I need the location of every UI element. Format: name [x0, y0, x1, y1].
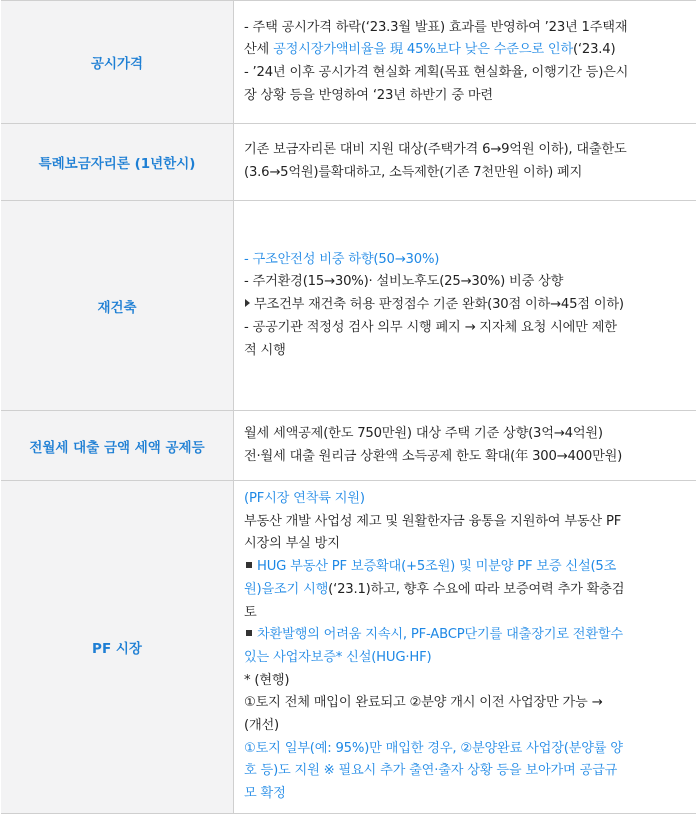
row-label-cell: [1, 201, 234, 411]
content-text: 전·월세 대출 원리금 상환액 소득공제 한도 확대(年 300→400만원): [244, 448, 623, 464]
content-text: (개선): [244, 718, 279, 734]
highlight-text: 있는 사업자보증* 신설(HUG·HF): [244, 649, 432, 665]
content-text: 산세: [244, 42, 274, 58]
content-text: - 주택 공시가격 하락(‘23.3월 발표) 효과를 반영하여 ’23년 1주택재: [244, 19, 628, 35]
content-line: [244, 647, 686, 670]
content-line: [244, 760, 686, 783]
content-text: 시장의 부실 방지: [244, 536, 340, 552]
row-content-cell: [234, 201, 697, 411]
highlight-text: 모 확정: [244, 786, 286, 802]
triangle-bullet-icon: [245, 299, 250, 307]
content-line: [244, 738, 686, 761]
row-label: PF 시장: [92, 640, 142, 657]
content-text: 월세 세액공제(한도 750만원) 대상 주택 기준 상향(3억→4억원): [244, 425, 603, 441]
content-line: [244, 62, 686, 85]
square-bullet-icon: [246, 630, 252, 636]
content-text: 기존 보금자리론 대비 지원 대상(주택가격 6→9억원 이하), 대출한도: [244, 142, 627, 158]
row-label: 공시가격: [90, 56, 144, 72]
content-line: [244, 488, 686, 511]
row-content-cell: [234, 124, 697, 201]
content-text: 무조건부 재건축 허용 판정점수 기준 완화(30점 이하→45점 이하): [254, 297, 624, 313]
content-line: [244, 624, 686, 647]
content-line: [244, 317, 686, 340]
highlight-text: HUG 부동산 PF 보증확대(+5조원) 및 미분양 PF 보증 신설(5조: [257, 559, 617, 575]
row-label: 특례보금자리론 (1년한시): [38, 156, 196, 172]
content-text: - ’24년 이후 공시가격 현실화 계획(목표 현실화율, 이행기간 등)은시: [244, 65, 629, 80]
row-content-cell: [234, 481, 697, 814]
content-text: 장 상황 등을 반영하여 ‘23년 하반기 중 마련: [244, 87, 493, 103]
row-label-cell: [1, 411, 234, 481]
content-line: [244, 271, 686, 294]
policy-table-body: [1, 1, 696, 814]
row-label-cell: [1, 481, 234, 814]
content-line: [244, 162, 686, 185]
content-line: [244, 692, 686, 715]
highlight-text: 차환발행의 어려움 지속시, PF-ABCP단기를 대출장기로 전환할수: [257, 627, 623, 643]
table-row: [1, 1, 696, 124]
content-line: [244, 249, 686, 272]
content-text: 적 시행: [244, 342, 286, 358]
policy-table: [1, 0, 696, 814]
highlight-text: (PF시장 연착륙 지원): [244, 491, 365, 506]
row-content-cell: [234, 1, 697, 124]
content-line: [244, 446, 686, 469]
table-row: [1, 201, 696, 411]
content-text: - 공공기관 적정성 검사 의무 시행 폐지 → 지자체 요청 시에만 제한: [244, 319, 617, 335]
highlight-text: 호 등)도 지원 ※ 필요시 추가 출연·출자 상황 등을 보아가며 공급규: [244, 763, 618, 779]
content-text: ①토지 전체 매입이 완료되고 ②분양 개시 이전 사업장만 가능 →: [244, 695, 603, 711]
row-label-cell: [1, 1, 234, 124]
table-row: [1, 124, 696, 201]
content-line: [244, 533, 686, 556]
content-text: * (현행): [244, 672, 290, 688]
highlight-text: 원)을조기 시행: [244, 581, 329, 597]
content-line: [244, 670, 686, 693]
table-row: [1, 411, 696, 481]
content-text: - 주거환경(15→30%)· 설비노후도(25→30%) 비중 상향: [244, 274, 564, 290]
content-line: [244, 17, 686, 40]
content-text: (‘23.4): [572, 42, 616, 58]
row-label: 전월세 대출 금액 세액 공제등: [29, 439, 205, 456]
highlight-text: - 구조안전성 비중 하향(50→30%): [244, 251, 440, 267]
content-line: [244, 579, 686, 602]
content-line: [244, 511, 686, 534]
content-text: (‘23.1)하고, 향후 수요에 따라 보증여력 추가 확충검: [328, 581, 625, 597]
row-label: 재건축: [97, 299, 137, 316]
content-line: [244, 39, 686, 62]
row-label-cell: [1, 124, 234, 201]
highlight-text: ①토지 일부(예: 95%)만 매입한 경우, ②분양완료 사업장(분양률 양: [244, 740, 623, 756]
content-line: [244, 783, 686, 806]
content-line: [244, 423, 686, 446]
content-line: [244, 340, 686, 363]
highlight-text: 공정시장가액비율을 現 45%보다 낮은 수준으로 인하: [273, 42, 573, 58]
content-line: [244, 556, 686, 579]
content-text: 토: [244, 604, 257, 620]
content-line: [244, 85, 686, 108]
square-bullet-icon: [246, 562, 252, 568]
content-line: [244, 602, 686, 625]
content-line: [244, 715, 686, 738]
row-content-cell: [234, 411, 697, 481]
content-text: (3.6→5억원)를확대하고, 소득제한(기존 7천만원 이하) 폐지: [244, 165, 583, 180]
content-line: [244, 294, 686, 317]
content-line: [244, 139, 686, 162]
table-row: [1, 481, 696, 814]
content-text: 부동산 개발 사업성 제고 및 원활한자금 융통을 지원하여 부동산 PF: [244, 513, 622, 529]
